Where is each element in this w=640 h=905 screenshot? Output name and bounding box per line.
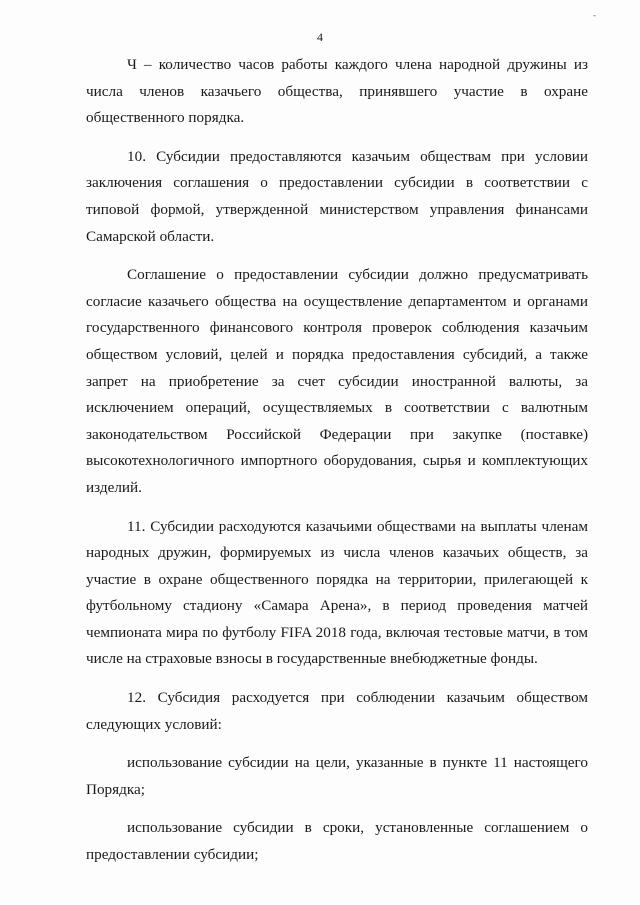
paragraph-item-10: 10. Субсидии предоставляются казачьим обществам при условии заключения соглашения о предоставлении субсидии в соответствии с типовой формой, утвержденной министерством управления финансами Самарской области.: [86, 147, 588, 245]
scan-corner-mark: -: [593, 10, 596, 20]
document-body: [86, 52, 588, 869]
paragraph-agreement-terms: Соглашение о предоставлении субсидии должно предусматривать согласие казачьего общества на осуществление департаментом и органами государственного финансового контроля проверок соблюдения казачьим обществом условий, целей и порядка предоставления субсидий, а также запрет на приобретение за счет субсидии иностранной валюты, за исключением операций, осуществляемых в соответствии с валютным законодательством Российской Федерации при закупке (поставке) высокотехнологичного импортного оборудования, сырья и комплектующих изделий.: [86, 266, 588, 496]
paragraph-item-12: 12. Субсидия расходуется при соблюдении казачьим обществом следующих условий:: [86, 689, 588, 733]
paragraph-formula-legend: Ч – количество часов работы каждого члена народной дружины из числа членов казачьего общества, принявшего участие в охране общественного порядка.: [86, 56, 588, 127]
paragraph-condition-purpose: использование субсидии на цели, указанные в пункте 11 настоящего Порядка;: [86, 754, 588, 798]
page-number: 4: [317, 30, 323, 44]
paragraph-condition-terms: использование субсидии в сроки, установленные соглашением о предоставлении субсидии;: [86, 819, 588, 864]
paragraph-item-11: 11. Субсидии расходуются казачьими обществами на выплаты членам народных дружин, формируемых из числа членов казачьих обществ, за участие в охране общественного порядка на территории, прилегающей к футбольному стадиону «Самара Арена», в период проведения матчей чемпионата мира по футболу FIFA 2018 года, включая тестовые матчи, в том числе на страховые взносы в государственные внебюджетные фонды.: [86, 517, 588, 668]
